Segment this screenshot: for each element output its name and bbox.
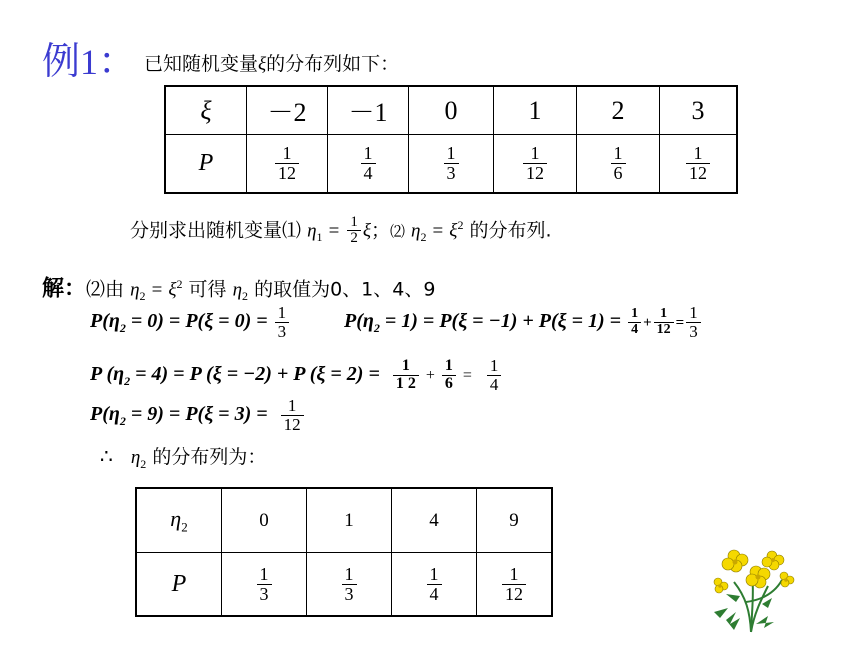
fraction-num: 1 (530, 143, 540, 164)
equals-sign: = (462, 366, 472, 384)
eta-subscript: 2 (119, 320, 126, 335)
eq-mid: = 0) = P(ξ = 0) = (125, 309, 268, 332)
therefore-symbol: ∴ (100, 444, 113, 468)
fraction-den: 12 (281, 415, 304, 434)
intro-text-end: 的分布列如下： (266, 53, 400, 75)
eta2-distribution-table (135, 487, 553, 617)
fraction-den: 12 (275, 163, 299, 183)
part-marker: ⑴ (282, 220, 302, 242)
fraction (611, 144, 626, 183)
fraction-den: 12 (502, 584, 526, 604)
equals-sign: = (328, 220, 340, 242)
eta-subscript: 2 (124, 373, 131, 388)
equation-p-eta-4 (90, 357, 503, 394)
fraction-den: 12 (523, 163, 547, 183)
therefore-text: 的分布列为： (152, 446, 267, 468)
fraction-num: 1 (401, 357, 410, 375)
flower-decoration-icon (706, 542, 796, 634)
eta-symbol: η (307, 220, 317, 242)
fraction (342, 565, 357, 604)
table-cell-prob (222, 553, 307, 617)
table-cell-value: －1 (328, 86, 409, 135)
eta-symbol: η (232, 279, 243, 301)
example-title (42, 38, 136, 85)
table-cell-prob (392, 553, 477, 617)
fraction-num: 1 (631, 306, 639, 322)
eq-mid: = 1) = P(ξ = −1) + P(ξ = 1) = (379, 309, 622, 332)
fraction-den: 12 (686, 163, 710, 183)
table-cell-value: 0 (409, 86, 494, 135)
intro-text: 已知随机变量 (144, 53, 259, 75)
eta-subscript: 2 (119, 413, 126, 428)
part-marker: ⑵ (389, 224, 405, 241)
fraction (275, 144, 299, 183)
fraction (257, 565, 272, 604)
fraction-num: 1 (363, 143, 373, 164)
square-exponent: 2 (176, 277, 183, 291)
table-cell-prob (494, 135, 577, 194)
table-row-probs (136, 553, 552, 617)
table-cell-value: 9 (477, 488, 553, 553)
fraction (523, 144, 547, 183)
eq-left: P(η (90, 402, 120, 425)
equals-sign: = (151, 279, 163, 301)
fraction (442, 358, 456, 393)
fraction-num: 1 (660, 306, 668, 322)
fraction-den: 6 (442, 375, 456, 393)
table-cell-value: 4 (392, 488, 477, 553)
square-exponent: 2 (457, 218, 464, 232)
fraction-den: 3 (444, 163, 459, 183)
equals-sign: = (675, 314, 685, 331)
fraction (281, 397, 304, 434)
table-cell-prob (247, 135, 328, 194)
eta-subscript: 2 (139, 289, 146, 304)
xi-symbol: ξ (449, 220, 458, 242)
problem-intro (144, 50, 399, 79)
fraction-num: 1 (344, 563, 354, 584)
table-row-values (165, 86, 737, 135)
eq-mid: = 9) = P(ξ = 3) = (125, 402, 268, 425)
table-cell-value: 2 (577, 86, 660, 135)
fraction-num: 1 (429, 563, 439, 584)
separator: ； (370, 219, 390, 242)
xi-symbol: ξ (168, 279, 177, 301)
fraction (361, 144, 376, 183)
fraction-den: 3 (342, 584, 357, 604)
fraction (444, 144, 459, 183)
fraction-num: 1 (689, 303, 698, 322)
fraction-num: 1 (277, 303, 287, 322)
fraction-den: 6 (611, 163, 626, 183)
fraction-den: 1 2 (393, 375, 419, 393)
question-text: 分别求出随机变量 (130, 219, 283, 242)
eta-symbol: η (130, 279, 140, 301)
table-cell-value: 1 (307, 488, 392, 553)
table-cell-prob (409, 135, 494, 194)
xi-symbol: ξ (258, 54, 267, 75)
table-cell-prob (328, 135, 409, 194)
therefore-line (100, 441, 266, 479)
fraction-den: 3 (275, 322, 290, 341)
table-cell-prob (307, 553, 392, 617)
fraction-num: 1 (444, 357, 453, 375)
table-row-probs (165, 135, 737, 194)
fraction-den: 12 (654, 322, 674, 338)
fraction-den: 3 (686, 322, 701, 341)
fraction-num: 1 (613, 143, 623, 164)
fraction-num: 1 (259, 563, 269, 584)
table-header-p: P (165, 135, 247, 194)
fraction-half (347, 215, 361, 248)
solution-text: 可得 (188, 278, 227, 301)
fraction-num: 1 (489, 356, 499, 375)
eta-subscript: 2 (420, 230, 427, 245)
fraction-num: 1 (509, 563, 519, 584)
table-cell-value: 0 (222, 488, 307, 553)
fraction-den: 4 (361, 163, 376, 183)
fraction (502, 565, 526, 604)
eta-symbol: η (170, 505, 182, 531)
solution-part: ⑵由 (86, 278, 125, 301)
fraction-num: 1 (693, 143, 703, 164)
fraction-den: 3 (257, 584, 272, 604)
fraction-num: 1 (446, 143, 456, 164)
eq-left: P(η (344, 309, 374, 332)
fraction (275, 304, 290, 341)
solution-label: 解： (42, 276, 87, 302)
table-header-xi: ξ (165, 86, 247, 135)
fraction (628, 307, 641, 337)
question-line (130, 210, 552, 252)
example-number: 1 (80, 42, 99, 82)
equation-p-eta-0 (90, 304, 291, 341)
plus-sign: + (425, 366, 435, 384)
eq-left: P(η (90, 309, 120, 332)
equals-sign: = (432, 220, 444, 242)
eta-subscript: 2 (181, 519, 188, 535)
fraction (686, 304, 701, 341)
solution-text-values: 的取值为0、1、4、9 (254, 278, 436, 301)
fraction (393, 358, 419, 393)
fraction-num: 1 (287, 396, 297, 415)
fraction-den: 2 (347, 230, 361, 247)
plus-sign: + (643, 314, 652, 331)
fraction-den: 4 (628, 322, 641, 338)
table-cell-prob (477, 553, 553, 617)
table-header-p: P (136, 553, 222, 617)
eta-symbol: η (130, 447, 141, 468)
fraction (427, 565, 442, 604)
example-label: 例 (42, 39, 81, 83)
eq-mid: = 4) = P (ξ = −2) + P (ξ = 2) = (130, 362, 380, 385)
table-cell-prob (577, 135, 660, 194)
fraction-den: 4 (487, 375, 502, 394)
table-cell-value: 3 (660, 86, 738, 135)
eta-subscript: 2 (242, 289, 249, 304)
table-cell-prob (660, 135, 738, 194)
eta-subscript: 2 (373, 320, 380, 335)
xi-symbol: ξ (362, 220, 371, 242)
fraction (686, 144, 710, 183)
question-text-end: 的分布列. (469, 219, 552, 242)
xi-distribution-table (164, 85, 738, 194)
table-row-values (136, 488, 552, 553)
fraction (487, 357, 502, 394)
equation-p-eta-1 (344, 304, 703, 341)
eta-subscript: 1 (316, 230, 323, 245)
fraction-num: 1 (282, 143, 292, 164)
table-cell-value: －2 (247, 86, 328, 135)
eta-symbol: η (411, 220, 421, 242)
fraction-num: 1 (350, 213, 358, 230)
eq-left: P (η (90, 362, 125, 385)
example-colon: ： (98, 39, 137, 83)
table-cell-value: 1 (494, 86, 577, 135)
table-header-eta2 (136, 488, 222, 553)
fraction (654, 307, 674, 337)
equation-p-eta-9 (90, 397, 306, 434)
eta-subscript: 2 (140, 456, 147, 471)
fraction-den: 4 (427, 584, 442, 604)
